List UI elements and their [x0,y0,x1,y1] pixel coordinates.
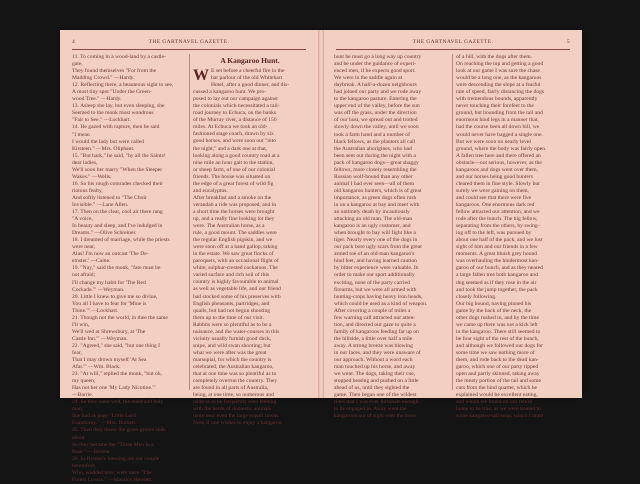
text-line: Castle Inn.'" —Weyman. [72,335,128,342]
text-line: A most tiny spot "Under the Green- [72,89,152,96]
text-line: rate of speed, fairly distancing the dogs [456,89,545,96]
text-line: After covering a couple of miles a [334,307,411,314]
text-line: be four sight of the rest of the bunch, [456,335,539,342]
text-line: "Fair to See." —Lockhart. [72,117,131,124]
text-line: —Barrie. [72,392,93,399]
text-line: a large fallen tree both kangaroo and [456,272,538,279]
text-line: We were in the saddle again at [334,75,403,82]
text-line: snipe, and wild swan shooting; but [193,342,271,349]
text-line: order to make our sport additionally [334,272,415,279]
text-line: English pheasants, partridges, and [193,300,270,307]
article-opening [193,68,307,96]
text-line: animal I had ever seen—all of them [334,180,415,187]
text-line: I'll win, [72,321,90,328]
text-line: Forest Lovers." —Maurice Hewlett. [72,476,153,483]
text-line: pack of kangaroo dogs—great shaggy [334,159,419,166]
text-line: Fauntleroy." —Mrs. Burnett. [72,420,137,427]
text-line: So they became the "Three Men in a [72,441,154,448]
text-line: an untimely death by incautiously [334,209,410,216]
text-line: quite near even the large export towns. [193,413,280,420]
text-line: 19. "Nay," said the monk, "fate must be [72,265,161,272]
text-line: 25. Then they threw the grass-grown sods [72,427,166,434]
text-line: 18. I dreamed of marriage, while the priests [72,237,170,244]
text-line: not afraid; [72,272,96,279]
text-line: the meaty portion of the tail and some [456,378,541,385]
text-line: Who, wedded now, were once "The [72,469,152,476]
text-line: ground, but bounding from the tail and [456,110,543,117]
text-line: I would the lady but were called [72,138,145,145]
text-line: moments. A great bluish grey hound [456,251,538,258]
text-line: 16. So his rough comrades checked their [72,180,163,187]
left-page-header [72,39,306,47]
text-line: cleared them in fine style. Slowly but [456,180,540,187]
text-line: that at one time was so plentiful as to [193,371,277,378]
text-line: was off the grass, under the direction [334,110,417,117]
text-line: open and partly skinned, taking away [456,371,540,378]
text-line: sight of him and our friends in a few [456,244,538,251]
text-line: 11. To coming in a wood-land by a castle- [72,54,166,60]
text-line: garoo, which one of our party ripped [456,364,539,371]
article-column-continued [334,54,449,420]
text-line: "I mean [72,131,90,138]
text-line: completely overrun the country. They [193,378,278,385]
text-line: Seemed to the monk most wondrous [72,110,154,117]
text-line: them up to the time of our visit. [193,314,264,321]
text-line: game. Then began one of the wildest [334,392,417,399]
text-line: of the Murray river, a distance of 156 [193,117,277,124]
text-line: vicinity usually furnish good duck, [193,335,272,342]
text-line: as well as vegetable life, and our friend [193,286,281,293]
text-line: some kangaroo-tail soup, which I must [456,413,543,420]
text-line: or sheep farm, of one of our colonial [193,166,276,173]
text-line: few warning call attracted our atten- [334,314,416,321]
text-line: enormous hind legs in a manner that, [456,117,539,124]
text-line: ground, where the body was fairly open. [456,145,547,152]
text-line: 21. Though not the world, in thee the same [72,314,168,321]
text-line: were soon off at a hand gallop, taking [193,244,278,251]
article-column-final [456,54,572,420]
text-line: looking along a good country road at a [193,152,280,159]
text-line: some time we saw nothing more of [456,349,535,356]
text-line: fellow attracted our attention, and we [456,209,540,216]
opening-line: cussed a kangaroo hunt. We pro- [193,89,267,96]
text-line: surely we were gaining on them, [456,187,530,194]
text-line: our pack bore ugly scars from the great [334,244,422,251]
text-line: Cockade.'" —Weyman. [72,286,125,293]
text-line: to be engaged in. Away went the [334,406,407,413]
text-line: ahead of us, until they sighted the [334,385,410,392]
text-line: took a farm hand and a number of [334,131,410,138]
text-line: and our horses being good hunters [456,173,533,180]
text-line: Dreams." —Olive Schreiner. [72,230,137,237]
text-line: verandah a ride was proposed, and in [193,201,277,208]
text-line: the hillside, a little over half a mile [334,335,413,342]
text-line: road journey to Echuca, on the banks [193,110,277,117]
text-line: hunt he must go a long way up country [334,54,422,60]
text-line: tame as to be frequently seen feeding [193,399,277,406]
text-line: would be a long one, as the kangaroos [456,75,542,82]
text-line: exciting, none of the party carried [334,279,410,286]
text-line: hind feet, and having learned caution [334,258,417,265]
text-line: rides that I was ever fortunate enough [334,399,419,406]
text-line: 20. Little I knew to give me so divine, [72,293,158,300]
text-line: We'll soon her marry "When the Sleeper [72,166,163,173]
text-line: what we were after was the great [193,349,267,356]
text-line: and although we followed our dogs for [456,342,543,349]
text-line: black fellows, as the planters all call [334,138,416,145]
article-body [193,96,307,427]
text-line: which could be used as a kind of weapon. [334,300,428,307]
text-line: are found in all parts of Australia, [193,385,269,392]
text-line: Now, if one wishes to enjoy a kangaroo [193,420,282,427]
text-line: You all I have to fear for 'Mine is [72,300,147,307]
text-line: by bitter experience were valuable. In [334,265,419,272]
text-line: Madding Crowd." —Hardy. [72,75,135,82]
text-line: with the herds of domestic animals [193,406,272,413]
text-line: Boat." —Jerome. [72,448,111,455]
text-line: A fallen tree here and there offered an [456,152,541,159]
text-line: Invisible." —Lane Allen. [72,201,129,208]
text-line: and could see that there were five [456,194,532,201]
text-line: a short time the horses were brought [193,208,275,215]
text-line: dog seemed as if they rose in the air [456,279,537,286]
text-line: We'll wed at Shrewsbury, at 'The [72,328,146,335]
text-line: country is highly favourable to animal [193,279,279,286]
text-line: the regular English pigskin, and we [193,237,273,244]
article-title: A Kangaroo Hunt. [220,56,280,65]
text-line: separating from the others, by swing- [456,223,540,230]
text-line: in on a kangaroo at bay and meet with [334,201,420,208]
text-line: But we were soon on nearly level [456,138,531,145]
text-line: daybreak. A half-a-dozen neighbours [334,82,417,89]
text-line: family of kangaroos feeding far up on [334,328,419,335]
text-line: in our faces, and they were unaware of [334,349,421,356]
text-line: Rabbits were so plentiful as to be a [193,321,272,328]
text-line: white, sulphur-crested cockatoos. The [193,265,278,272]
text-line: Our big hound, having pinned his [456,300,532,307]
right-column-divider [452,54,453,390]
text-line: They found themselves "For from the [72,68,157,75]
text-line: Wakes." —Wells. [72,173,112,180]
text-line: never touching their forefeet to the [456,103,534,110]
text-line: Thine.'" —Lockhart. [72,307,119,314]
text-line: up, and a really fine looking lot they [193,215,275,222]
text-line: had the course been all down hill, we [456,124,540,131]
text-line: had stocked some of his preserves with [193,293,281,300]
text-line: about [72,434,85,441]
text-line: That I may drown myself 'At Sea [72,357,147,364]
text-line: 22. "Agreed," she said, "but one thing I [72,342,160,349]
text-line: rule, a good mount. The saddles were [193,230,277,237]
text-line: had joined our party and we rode away [334,89,422,96]
text-line: rode after the bunch. The big fellow, [456,216,538,223]
text-line: we went. The dogs, taking their cue, [334,371,416,378]
text-line: importance, as green dogs often rush [334,194,417,201]
text-line: nine mile an hour gait to the station, [193,159,274,166]
text-line: Afar.'" —Wm. Black. [72,364,121,371]
text-line: Alas! I'm now an outcast 'The De- [72,251,149,258]
text-line: being, at one time, so numerous and [193,392,274,399]
text-line: posed to lay out our campaign against [193,96,278,103]
text-line: tiger. Nearly every one of the dogs in [334,237,418,244]
text-line: kangaroos. One enormous dark red [456,201,535,208]
text-line: 14. He gazed with rapture, then he said [72,124,160,131]
text-line: kangaroo is an ugly customer, and [334,223,411,230]
text-line: my queen, [72,378,96,385]
text-line: when brought to bay will fight like a [334,230,416,237]
text-line: the Australian aborigines, who had [334,145,412,152]
right-page-header [336,39,570,47]
text-line: wood Tree." —Hardy. [72,96,122,103]
text-line: varied surface and rich soil of this [193,272,270,279]
left-page-number: 4 [72,39,76,45]
text-line: firearms, but we were all armed with [334,286,417,293]
poem-column [72,54,186,483]
text-line: After breakfast and a smoke on the [193,194,272,201]
text-line: closely following. [456,293,497,300]
text-line: upper end of the valley, before the sun [334,103,420,110]
text-line: ing off to the left, was pursued by [456,230,532,237]
text-line: explained would be excellent eating, [456,392,538,399]
text-line: home to be true, as we were treated to [456,406,541,413]
text-line: miles. At Echuca we took an old- [193,124,268,131]
text-line: nuisance, and the water-courses in this [193,328,280,335]
text-line: 23. "At will," replied the monk, "but oh, [72,371,162,378]
text-line: "A voice, [72,216,93,223]
text-line: 17. Then on the clear, cool air there rang [72,209,163,216]
text-line: them, and rode back to the dead kan- [456,357,539,364]
text-line: 24. So they were wed, the maid and holy [72,399,164,406]
text-line: hunting-crops having heavy iron heads, [334,293,423,300]
text-line: good horses, and were soon out "into [193,138,276,145]
left-header-rule [72,49,306,50]
text-line: riotous fealty, [72,187,103,194]
text-line: enced men, if he expects good sport. [334,68,416,75]
text-line: other dogs rushed in, and by the time [456,314,539,321]
text-line: and which we found on our return [456,399,533,406]
text-line: 12. Reflecting there, a beauteous sight to see, [72,82,174,89]
text-line: gate, [72,61,83,68]
text-line: look at our game I was sure the chase [456,68,540,75]
text-line: slowly down the valley, until we soon [334,124,419,131]
text-line: cuts from the hind quarter, which he [456,385,538,392]
text-line: paroquets, with an occasional flight of [193,258,279,265]
text-line: the edge of a great forest of wild fig [193,180,274,187]
text-line: to the kangaroo pasture. Entering the [334,96,417,103]
text-line: friends. The house was situated on [193,173,271,180]
opening-line: E set before a cheerful fire in the [211,68,285,74]
text-line: marsupial, for which the country is [193,356,272,363]
text-line: 15. "But hark," he said, "by all the Saints! [72,152,166,159]
text-line: would never have bagged a single one. [456,131,543,138]
text-line: of a hill, with the dogs after them. [456,54,532,60]
text-line: were descending the slope at a fearful [456,82,541,89]
text-line: about one half of the pack, and we lost [456,237,543,244]
text-line: celebrated, the Australian kangaroo, [193,363,274,370]
drop-cap-w: W [193,67,209,84]
text-line: fashioned stage coach, drawn by six [193,131,274,138]
left-page-header-title: THE GARTNAVEL GAZETTE. [148,39,230,45]
text-line: fellows, more closely resembling the [334,166,417,173]
right-page-header-title: THE GARTNAVEL GAZETTE. [412,39,494,45]
left-column-divider [189,54,190,390]
opening-line: bar parlour of the old Whitehart [211,75,283,82]
text-line: Russian wolf-hound than any other [334,173,413,180]
text-line: emster.' —Caine. [72,258,111,265]
right-header-rule [336,49,570,50]
opening-line: Hotel, after a good dinner, and dis- [211,82,290,89]
text-line: the night," and a dark one at that, [193,145,268,152]
text-line: was overhauling the hindermost kan- [456,258,539,265]
text-line: In beauty and sleep, and I've indulged in [72,223,163,230]
text-line: we came up there was not a kick left [456,321,538,328]
text-line: and be under the guidance of experi- [334,61,417,68]
article-column [193,54,307,427]
text-line: our approach. Without a word each [334,357,413,364]
text-line: were near, [72,244,96,251]
text-line: And softly listened to "The Choir [72,194,147,201]
text-line: fear, [72,349,82,356]
text-line: obstacle—not serious, however, as the [456,159,542,166]
text-line: attacking an old man. The old-man [334,216,413,223]
right-page [324,30,582,420]
left-page [60,30,318,483]
text-line: and eucalyptus. [193,187,228,194]
newspaper-spread [60,30,582,483]
text-line: of our host, we spread out and trotted [334,117,418,124]
text-line: man touched up his horse, and away [334,364,416,371]
text-line: kangaroos out of sight over the brow [334,413,417,420]
text-line: game by the back of the neck, the [456,307,532,314]
text-line: quails, but had not begun shooting [193,307,271,314]
text-line: garoo of our bunch, and as they neared [456,265,543,272]
text-line: heretofore, [72,462,97,469]
text-line: She had as page "Little Lord [72,413,136,420]
text-line: away. A strong breeze was blowing [334,342,413,349]
text-line: kangaroos and dogs went over them, [456,166,539,173]
text-line: with tremendous bounds, apparently [456,96,538,103]
text-line: tion, and directed our gaze to quite a [334,321,416,328]
text-line: Kirsteen." —Mrs. Oliphant. [72,145,135,152]
right-page-number: 5 [566,39,570,45]
text-line: 26. In Hymen's blessing are our couple [72,455,160,462]
text-line: the colonials which necessitated a rail- [193,103,280,110]
text-line: 13. Asleep she lay, but even sleeping, she [72,103,165,110]
text-line: and took the jump together, the pack [456,286,538,293]
text-line: On reaching the top and getting a good [456,61,544,68]
text-line: armed toe of an old-man kangaroo's [334,251,415,258]
text-line: I'll change my habit for 'The Red [72,279,146,286]
text-line: Has not her one 'My Lady Nicotine.'" [72,385,156,392]
text-line: been sent out during the night with a [334,152,416,159]
text-line: were. The Australian horse, as a [193,223,265,230]
text-line: stopped beating and pushed on a little [334,378,419,385]
text-line: dear ladies, [72,159,98,166]
text-line: in the kangaroo. There still seemed to [456,328,541,335]
text-line: man, [72,406,84,413]
text-line: in the estate. We saw great flocks of [193,251,274,258]
text-line: old kangaroo hunters, which is of great [334,187,422,194]
